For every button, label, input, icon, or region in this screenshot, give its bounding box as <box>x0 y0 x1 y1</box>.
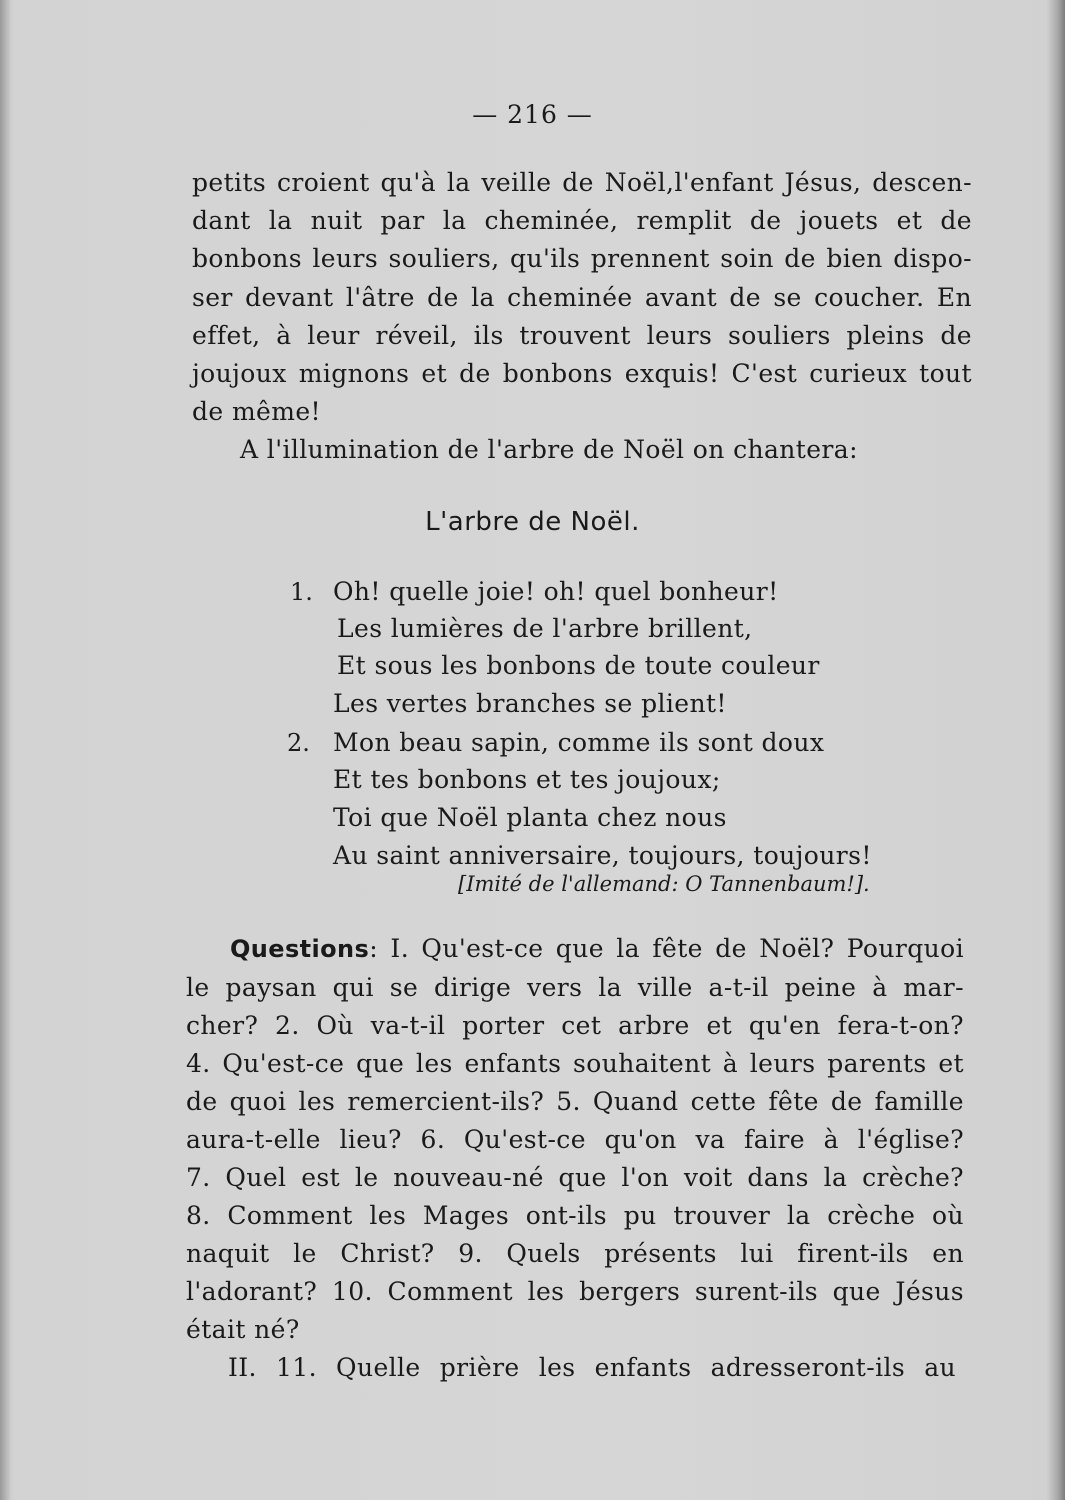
questions-line <box>230 932 964 966</box>
paragraph-line: dant la nuit par la cheminée, remplit de jouets et de <box>192 206 972 235</box>
poem-line: Au saint anniversaire, toujours, toujours! <box>333 841 872 870</box>
intro-line: A l'illumination de l'arbre de Noël on chantera: <box>240 435 858 464</box>
poem-citation: [Imité de l'allemand: O Tannenbaum!]. <box>458 872 870 896</box>
questions-line: l'adorant? 10. Comment les bergers surent-ils que Jésus <box>186 1277 964 1306</box>
questions-label: Questions <box>230 935 370 963</box>
poem-line: Toi que Noël planta chez nous <box>333 803 727 832</box>
poem-title: L'arbre de Noël. <box>425 507 640 537</box>
paragraph-line: petits croient qu'à la veille de Noël,l'enfant Jésus, descen- <box>192 168 972 197</box>
questions-text: : I. Qu'est-ce que la fête de Noël? Pourquoi <box>369 934 964 963</box>
poem-line: Et sous les bonbons de toute couleur <box>337 651 820 680</box>
questions-line: 4. Qu'est-ce que les enfants souhaitent à leurs parents et <box>186 1049 964 1078</box>
poem-line: Et tes bonbons et tes joujoux; <box>333 765 721 794</box>
paragraph-line: effet, à leur réveil, ils trouvent leurs souliers pleins de <box>192 321 972 350</box>
page-number: — 216 — <box>472 100 593 129</box>
questions-line: de quoi les remercient-ils? 5. Quand cette fête de famille <box>186 1087 964 1116</box>
questions-line: naquit le Christ? 9. Quels présents lui firent-ils en <box>186 1239 964 1268</box>
page-right-edge <box>1047 0 1065 1500</box>
poem-line: Mon beau sapin, comme ils sont doux <box>333 728 825 757</box>
questions-line: 8. Comment les Mages ont-ils pu trouver la crèche où <box>186 1201 964 1230</box>
questions-line: 7. Quel est le nouveau-né que l'on voit dans la crèche? <box>186 1163 964 1192</box>
poem-line: Oh! quelle joie! oh! quel bonheur! <box>333 577 779 606</box>
paragraph-line: ser devant l'âtre de la cheminée avant de se coucher. En <box>192 283 972 312</box>
questions-line: II. 11. Quelle prière les enfants adresseront-ils au <box>228 1353 956 1382</box>
paragraph-line: joujoux mignons et de bonbons exquis! C'est curieux tout <box>192 359 972 388</box>
questions-line: aura-t-elle lieu? 6. Qu'est-ce qu'on va faire à l'église? <box>186 1125 964 1154</box>
questions-line: était né? <box>186 1315 300 1344</box>
paragraph-line: bonbons leurs souliers, qu'ils prennent soin de bien dispo- <box>192 244 972 273</box>
page-left-edge <box>0 0 10 1500</box>
poem-line: Les vertes branches se plient! <box>333 689 727 718</box>
questions-line: cher? 2. Où va-t-il porter cet arbre et qu'en fera-t-on? <box>186 1011 964 1040</box>
paragraph-line: de même! <box>192 397 321 426</box>
stanza-number: 2. <box>287 729 310 757</box>
stanza-number: 1. <box>290 578 313 606</box>
questions-line: le paysan qui se dirige vers la ville a-t-il peine à mar- <box>186 973 964 1002</box>
poem-line: Les lumières de l'arbre brillent, <box>337 614 753 643</box>
